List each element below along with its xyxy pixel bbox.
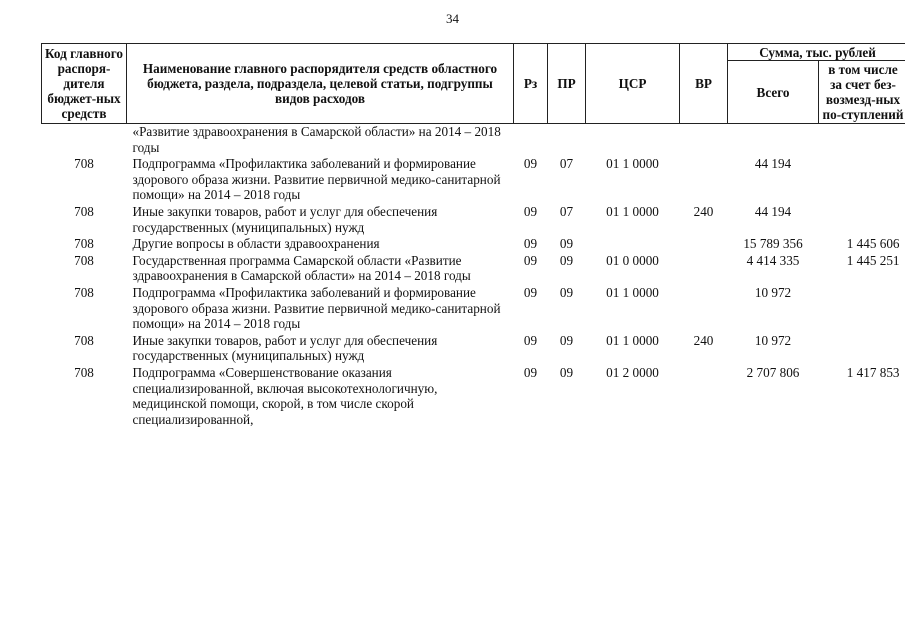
- header-sum: Сумма, тыс. рублей: [728, 44, 905, 61]
- cell-vr: [680, 235, 728, 252]
- cell-free: [819, 284, 905, 332]
- cell-csr: [586, 124, 680, 156]
- page-number: 34: [446, 11, 459, 26]
- cell-code: 708: [74, 332, 94, 348]
- table-row: [42, 203, 905, 235]
- cell-free: 1 417 853: [846, 364, 900, 380]
- cell-free: [819, 155, 905, 203]
- header-csr: ЦСР: [586, 44, 680, 124]
- table-row: [42, 155, 905, 203]
- cell-csr: 01 1 0000: [606, 156, 659, 172]
- cell-free: 1 445 251: [846, 252, 900, 268]
- cell-code: 708: [74, 156, 94, 172]
- cell-free: [819, 203, 905, 235]
- cell-vr: [680, 364, 728, 427]
- cell-free: [819, 332, 905, 364]
- cell-code: 708: [74, 203, 94, 219]
- cell-total: 44 194: [754, 156, 792, 172]
- header-name: Наименование главного распорядителя средств областного бюджета, раздела, подраздела, целевой статьи, подгруппы видов расходов: [127, 44, 514, 124]
- cell-vr: 240: [693, 332, 714, 348]
- cell-pr: 07: [559, 156, 574, 172]
- table-row: [42, 284, 905, 332]
- cell-code: [42, 124, 127, 156]
- cell-rz: 09: [523, 332, 538, 348]
- cell-csr: 01 1 0000: [606, 203, 659, 219]
- cell-code: 708: [74, 284, 94, 300]
- cell-rz: 09: [523, 252, 538, 268]
- cell-total: 10 972: [754, 284, 792, 300]
- header-total: Всего: [728, 61, 819, 124]
- cell-vr: [680, 124, 728, 156]
- cell-total: 10 972: [754, 332, 792, 348]
- cell-pr: [548, 124, 586, 156]
- header-code: Код главного распоря-дителя бюджет-ных средств: [42, 44, 127, 124]
- cell-rz: 09: [523, 236, 538, 252]
- cell-vr: [680, 252, 728, 284]
- table-row: [42, 332, 905, 364]
- header-free: в том числе за счет без-возмезд-ных по-ступлений: [819, 61, 905, 124]
- table-row: [42, 364, 905, 427]
- cell-rz: 09: [523, 203, 538, 219]
- table-row: [42, 252, 905, 284]
- cell-vr: 240: [693, 203, 714, 219]
- cell-total: 15 789 356: [743, 236, 803, 252]
- cell-code: 708: [74, 236, 94, 252]
- header-pr: ПР: [548, 44, 586, 124]
- cell-name: «Развитие здравоохранения в Самарской области» на 2014 – 2018 годы: [132, 124, 501, 155]
- cell-rz: 09: [523, 364, 538, 380]
- cell-total: [728, 124, 819, 156]
- cell-csr: 01 2 0000: [606, 364, 659, 380]
- cell-csr: [586, 235, 680, 252]
- cell-code: 708: [74, 364, 94, 380]
- budget-table: [41, 43, 905, 427]
- cell-pr: 07: [559, 203, 574, 219]
- cell-name: Иные закупки товаров, работ и услуг для обеспечения государственных (муниципальных) нужд: [132, 203, 438, 235]
- cell-free: [819, 124, 905, 156]
- cell-pr: 09: [559, 252, 574, 268]
- cell-rz: 09: [523, 284, 538, 300]
- cell-code: 708: [74, 252, 94, 268]
- cell-pr: 09: [559, 236, 574, 252]
- table-header: [42, 44, 905, 124]
- cell-rz: 09: [523, 156, 538, 172]
- table-row: [42, 124, 905, 156]
- cell-free: 1 445 606: [846, 236, 900, 252]
- cell-total: 44 194: [754, 203, 792, 219]
- cell-name: Другие вопросы в области здравоохранения: [132, 236, 380, 252]
- header-rz: Рз: [514, 44, 548, 124]
- table-row: [42, 235, 905, 252]
- cell-pr: 09: [559, 364, 574, 380]
- cell-pr: 09: [559, 284, 574, 300]
- cell-rz: [514, 124, 548, 156]
- cell-csr: 01 1 0000: [606, 332, 659, 348]
- cell-csr: 01 0 0000: [606, 252, 659, 268]
- cell-pr: 09: [559, 332, 574, 348]
- cell-name: Подпрограмма «Профилактика заболеваний и формирование здорового образа жизни. Развитие первичной медико-санитарной помощи» на 2014 – 2018 годы: [132, 284, 501, 332]
- table-body: [42, 124, 905, 428]
- cell-name: Подпрограмма «Совершенствование оказания специализированной, включая высокотехнологичную, медицинской помощи, скорой, в том числе скорой специализированной,: [132, 364, 438, 427]
- cell-csr: 01 1 0000: [606, 284, 659, 300]
- cell-name: Государственная программа Самарской области «Развитие здравоохранения в Самарской области» на 2014 – 2018 годы: [132, 252, 471, 284]
- cell-name: Иные закупки товаров, работ и услуг для обеспечения государственных (муниципальных) нужд: [132, 332, 438, 364]
- cell-vr: [680, 155, 728, 203]
- header-vr: ВР: [680, 44, 728, 124]
- cell-total: 2 707 806: [746, 364, 800, 380]
- cell-name: Подпрограмма «Профилактика заболеваний и формирование здорового образа жизни. Развитие первичной медико-санитарной помощи» на 2014 – 2018 годы: [132, 156, 501, 203]
- cell-total: 4 414 335: [746, 252, 800, 268]
- cell-vr: [680, 284, 728, 332]
